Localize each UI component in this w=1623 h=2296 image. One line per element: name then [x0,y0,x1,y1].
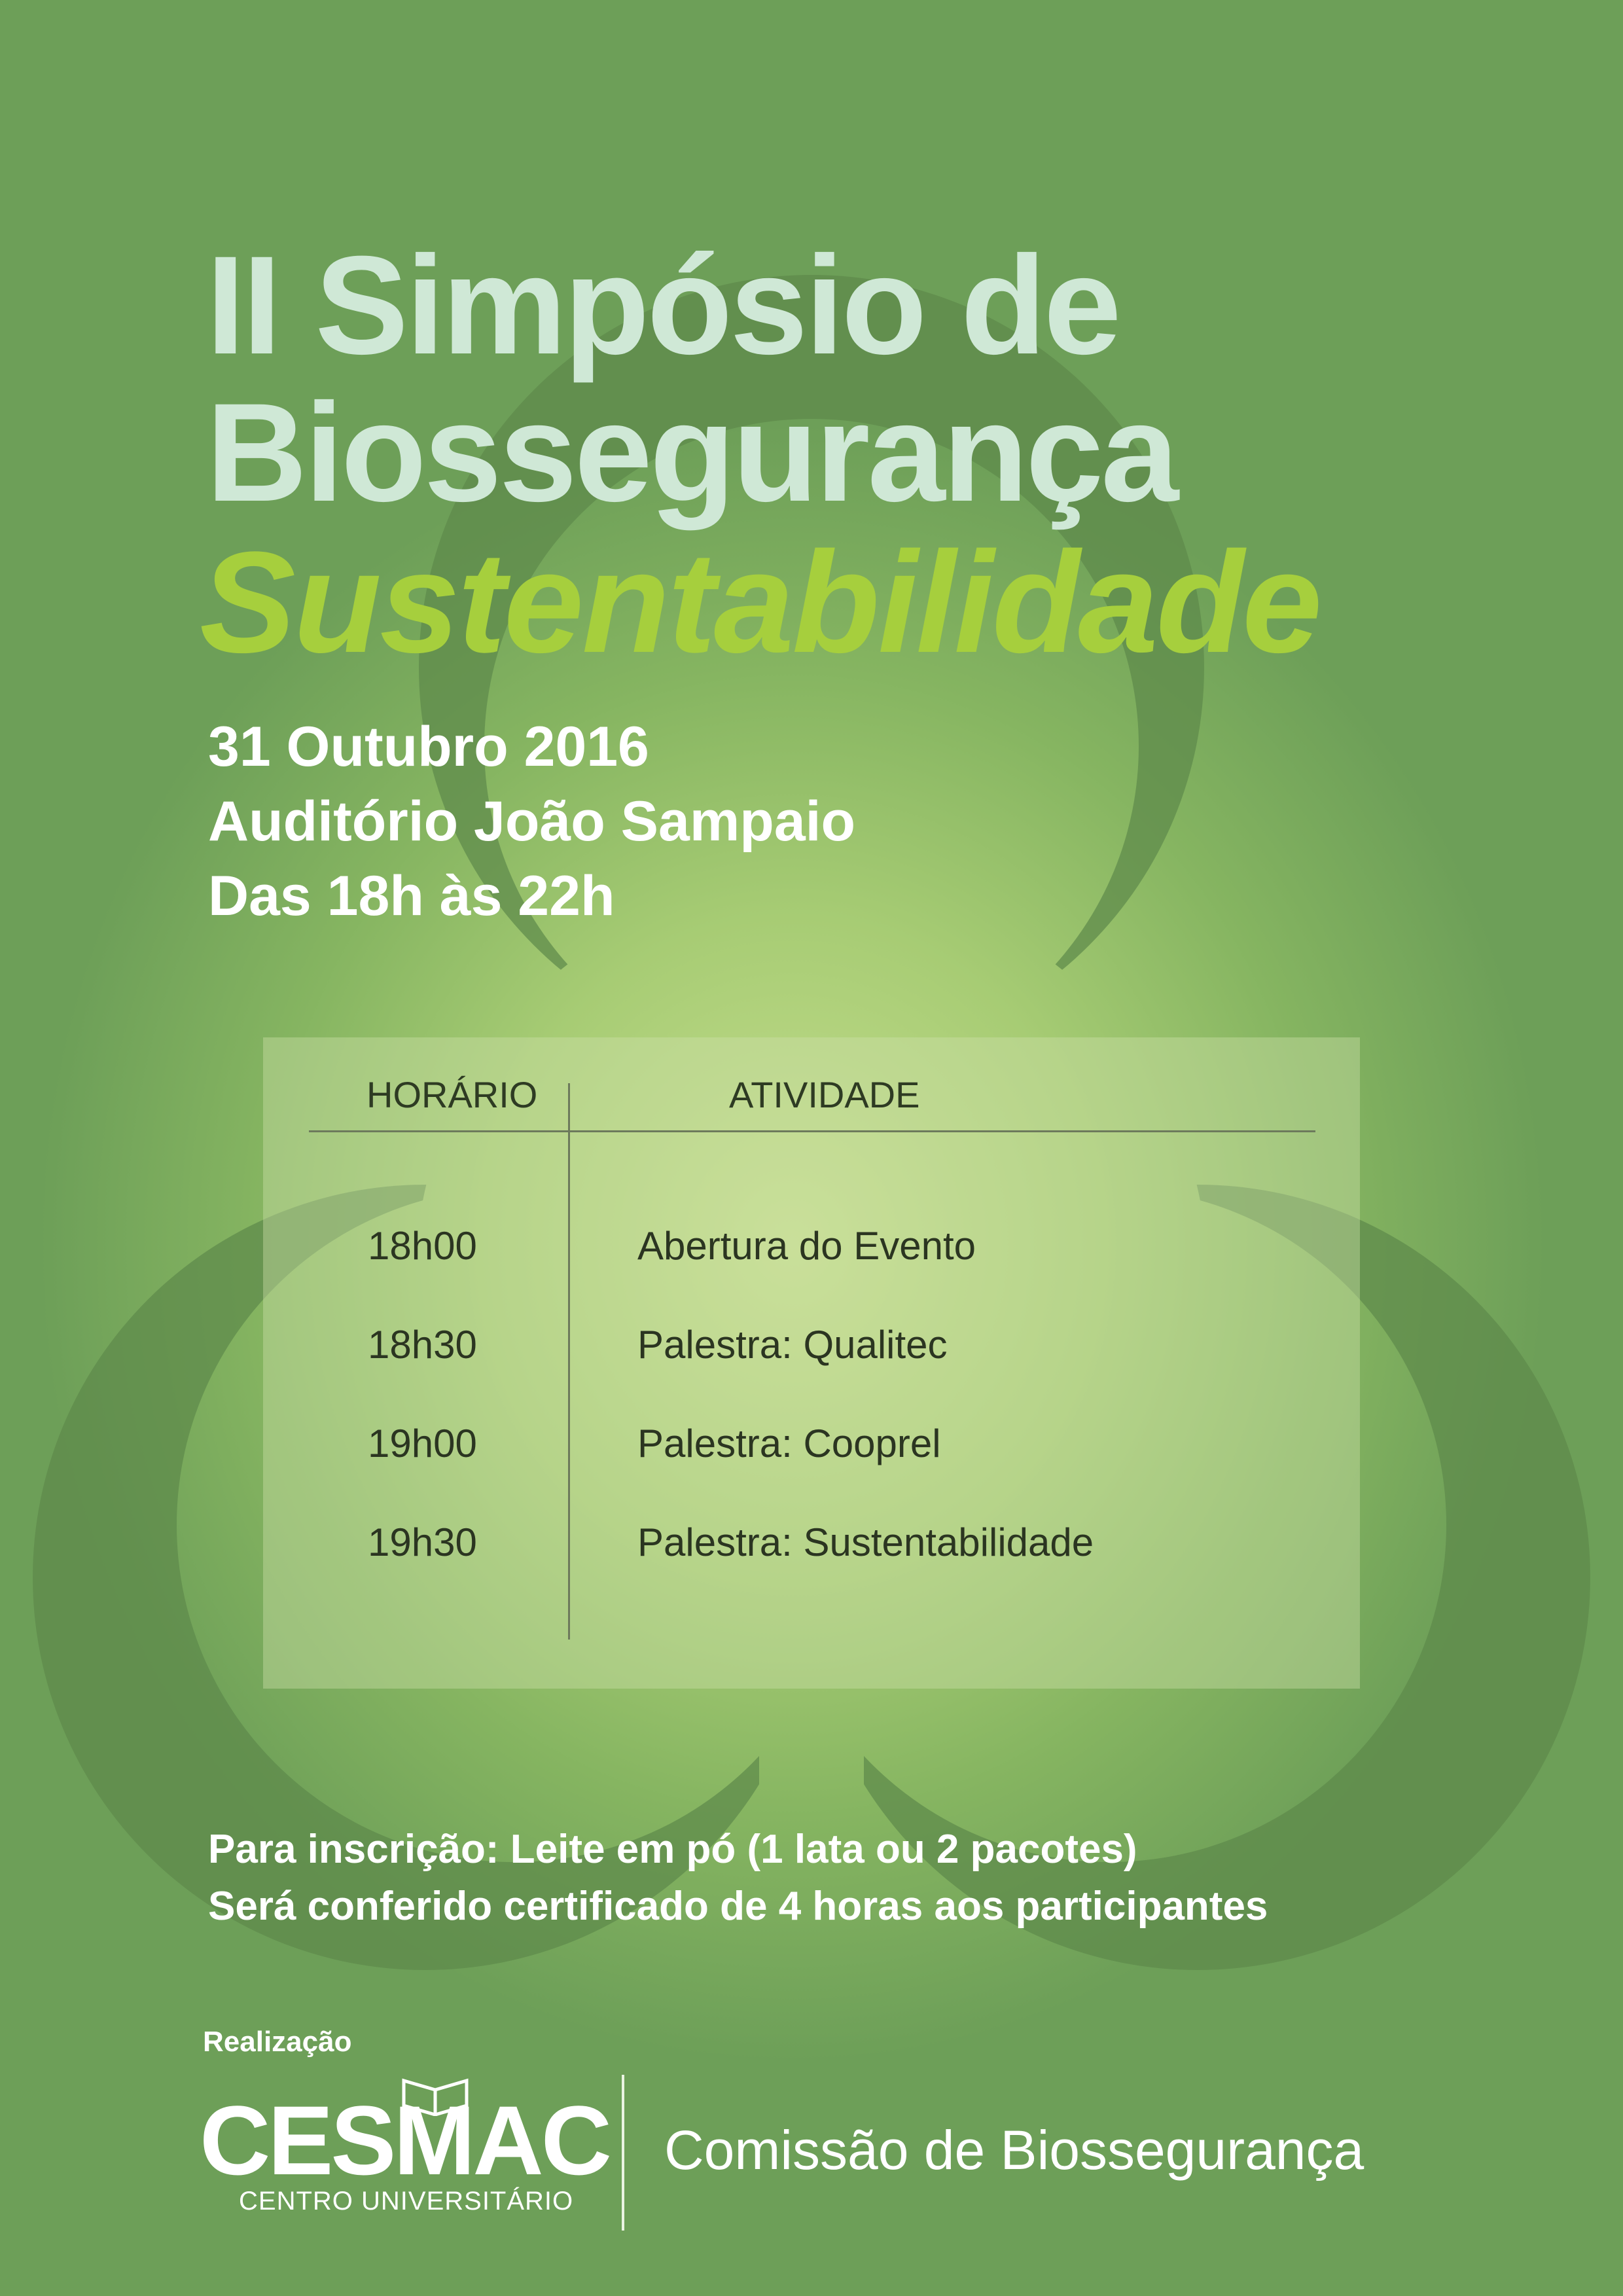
column-header-time: HORÁRIO [366,1074,538,1115]
logo-wordmark: CESMAC [200,2085,610,2195]
schedule-table [263,1037,1360,1689]
schedule-row-activity: Palestra: Qualitec [637,1323,948,1367]
subtitle-theme: Sustentabilidade [200,522,1321,683]
header-divider [309,1130,1315,1132]
organizer-name: Comissão de Biossegurança [664,2119,1364,2181]
schedule-row-activity: Abertura do Evento [637,1224,976,1268]
title-line-1: II Simpósio de [206,227,1119,384]
column-header-activity: ATIVIDADE [729,1074,920,1115]
logo-subtitle: CENTRO UNIVERSITÁRIO [239,2187,574,2215]
schedule-row-activity: Palestra: Cooprel [637,1422,941,1465]
realizacao-label: Realização [203,2026,352,2058]
column-divider [568,1083,570,1640]
event-location: Auditório João Sampaio [208,790,856,853]
event-date: 31 Outubro 2016 [208,715,649,778]
open-book-icon [396,2077,474,2116]
schedule-row-time: 19h00 [368,1422,477,1465]
cesmac-logo [200,2085,610,2222]
certificate-note: Será conferido certificado de 4 horas aos participantes [208,1884,1268,1929]
schedule-row-time: 19h30 [368,1520,477,1564]
schedule-row-activity: Palestra: Sustentabilidade [637,1520,1094,1564]
event-hours: Das 18h às 22h [208,865,615,927]
schedule-row-time: 18h00 [368,1224,477,1268]
title-line-2: Biossegurança [206,374,1177,531]
footer-divider [622,2075,624,2231]
registration-note: Para inscrição: Leite em pó (1 lata ou 2 pacotes) [208,1827,1137,1872]
schedule-row-time: 18h30 [368,1323,477,1367]
